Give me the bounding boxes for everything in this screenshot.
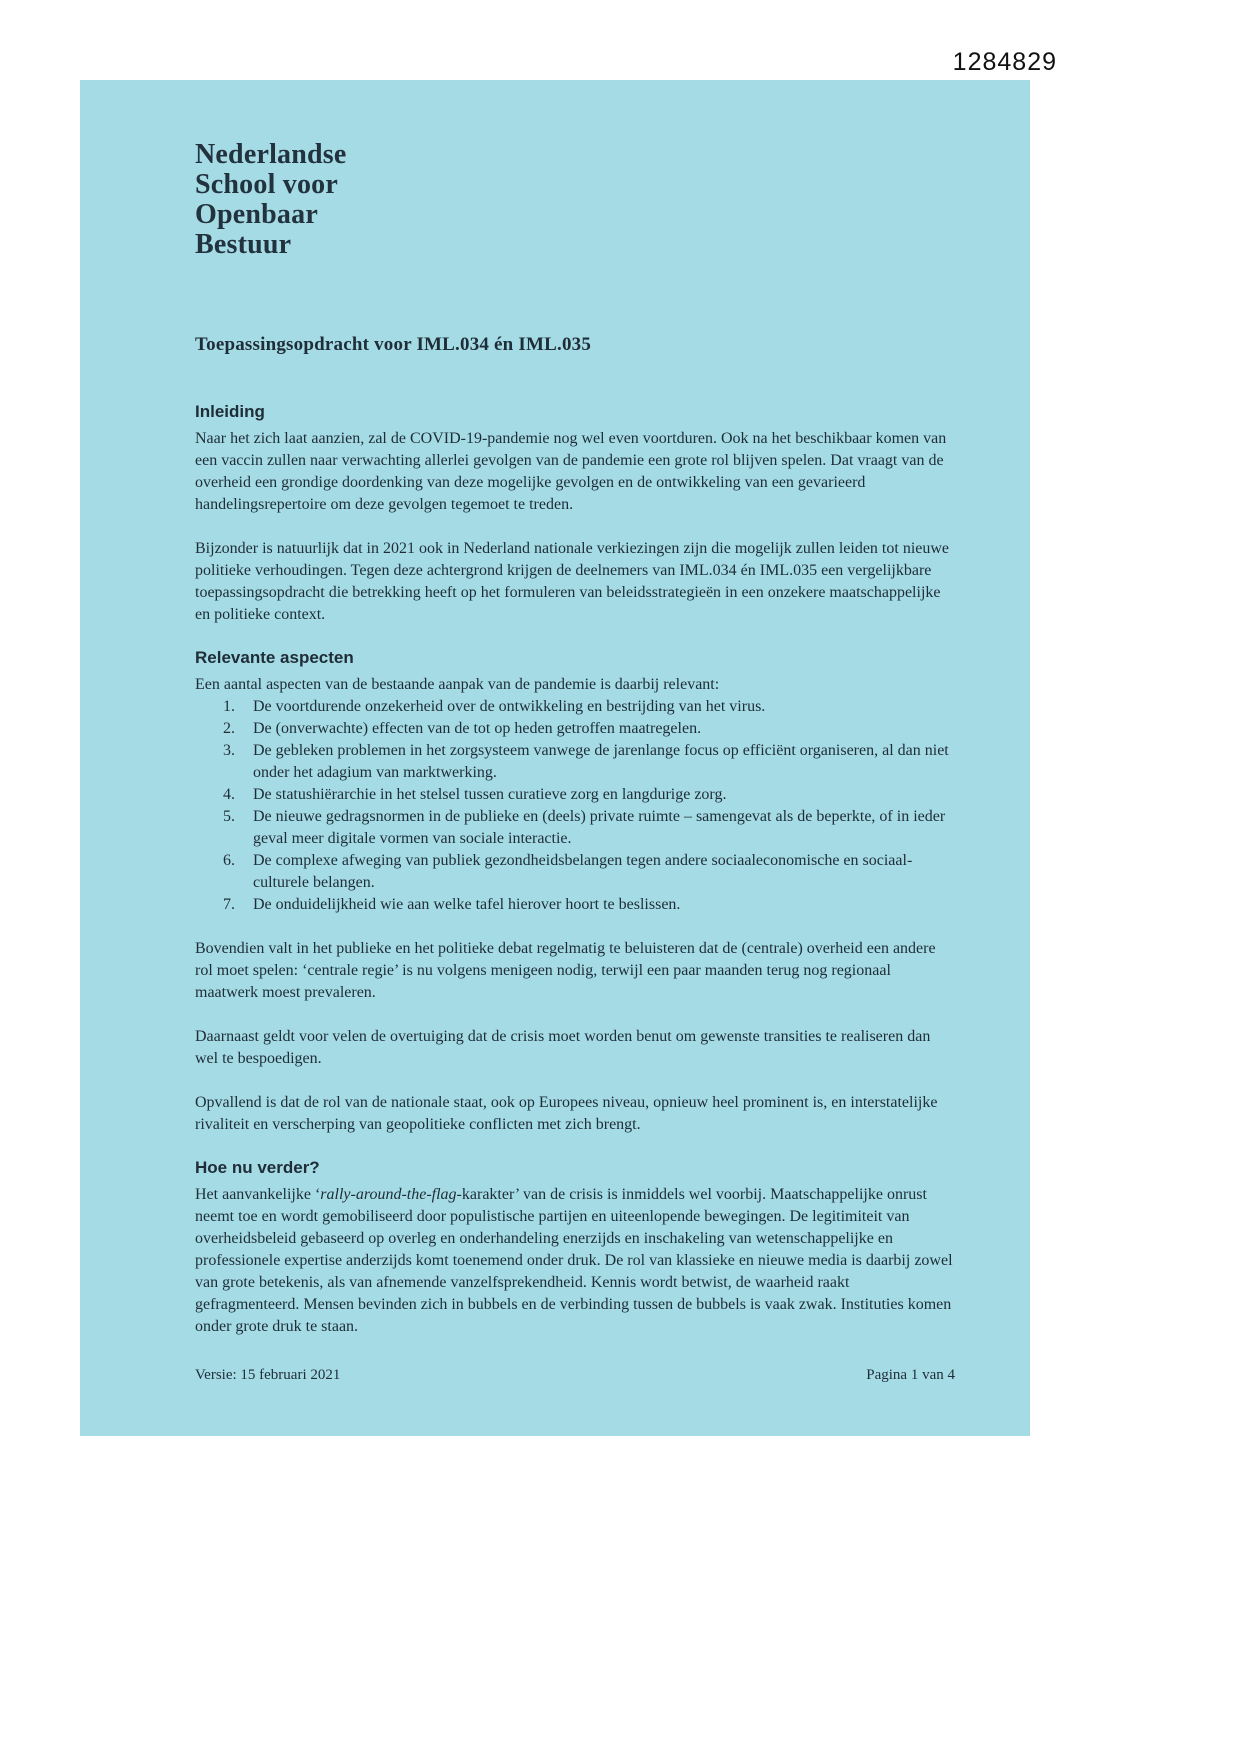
list-item (223, 894, 955, 916)
document-page (80, 80, 1030, 1436)
list-item (223, 806, 955, 850)
document-content (80, 80, 1030, 1338)
section-heading-hoe-nu-verder: Hoe nu verder? (195, 1158, 320, 1177)
list-item (223, 718, 955, 740)
list-item-number: 3. (223, 742, 235, 759)
paragraph-inleiding-2: Bijzonder is natuurlijk dat in 2021 ook in Nederland nationale verkiezingen zijn die mogelijk zullen leiden tot nieuwe politieke verhoudingen. Tegen deze achtergrond krijgen de deelnemers van IML.034 én IML.035 een vergelijkbare toepassingsopdracht die betrekking heeft op het formuleren van beleidsstrategieën in een onzekere maatschappelijke en politieke context. (195, 540, 950, 623)
footer-version: Versie: 15 februari 2021 (195, 1367, 341, 1383)
logo-line: School voor (195, 169, 338, 200)
list-item (223, 784, 955, 806)
logo-line: Openbaar (195, 199, 318, 230)
list-item-text: De voortdurende onzekerheid over de ontwikkeling en bestrijding van het virus. (253, 698, 766, 715)
list-item-number: 5. (223, 808, 235, 825)
logo-line: Nederlandse (195, 139, 347, 170)
list-item-text: De complexe afweging van publiek gezondheidsbelangen tegen andere sociaaleconomische en sociaal-culturele belangen. (253, 852, 913, 891)
paragraph-segment: karakter’ van de crisis is inmiddels wel voorbij. Maatschappelijke onrust neemt toe en wordt gemobiliseerd door populistische partijen en uiteenlopende bewegingen. De legitimiteit van overheidsbeleid gebaseerd op overleg en onderhandeling enerzijds en inschakeling van wetenschappelijke en professionele expertise anderzijds komt toenemend onder druk. De rol van klassieke en nieuwe media is daarbij zowel van grote betekenis, als van afnemende vanzelfsprekendheid. Kennis wordt betwist, de waarheid raakt gefragmenteerd. Mensen bevinden zich in bubbels en de verbinding tussen de bubbels is vaak zwak. Instituties komen onder grote druk te staan. (195, 1186, 953, 1335)
section-heading-relevante-aspecten: Relevante aspecten (195, 648, 354, 667)
list-item-number: 7. (223, 896, 235, 913)
nsob-logo (195, 140, 955, 260)
list-item-text: De (onverwachte) effecten van de tot op heden getroffen maatregelen. (253, 720, 702, 737)
list-item (223, 696, 955, 718)
paragraph-inleiding-1: Naar het zich laat aanzien, zal de COVID-19-pandemie nog wel even voortduren. Ook na het beschikbaar komen van een vaccin zullen naar verwachting allerlei gevolgen van de pandemie een grote rol blijven spelen. Dat vraagt van de overheid een grondige doordenking van deze mogelijke gevolgen en de ontwikkeling van een gevarieerd handelingsrepertoire om deze gevolgen tegemoet te treden. (195, 430, 947, 513)
list-item-text: De onduidelijkheid wie aan welke tafel hierover hoort te beslissen. (253, 896, 681, 913)
list-item-number: 2. (223, 720, 235, 737)
scan-number: 1284829 (952, 48, 1057, 76)
list-item-text: De gebleken problemen in het zorgsysteem vanwege de jarenlange focus op efficiënt organiseren, al dan niet onder het adagium van marktwerking. (253, 742, 949, 781)
paragraph-hoe-nu-verder (195, 1184, 955, 1338)
aspect-list (195, 696, 955, 916)
section-heading-inleiding: Inleiding (195, 402, 265, 421)
logo-line: Bestuur (195, 229, 292, 260)
aspect-list-intro: Een aantal aspecten van de bestaande aanpak van de pandemie is daarbij relevant: (195, 676, 720, 693)
list-item-number: 6. (223, 852, 235, 869)
list-item-number: 4. (223, 786, 235, 803)
paragraph-segment: Het aanvankelijke ‘ (195, 1186, 321, 1203)
paragraph-daarnaast: Daarnaast geldt voor velen de overtuiging dat de crisis moet worden benut om gewenste transities te realiseren dan wel te bespoedigen. (195, 1028, 931, 1067)
list-item-text: De nieuwe gedragsnormen in de publieke en (deels) private ruimte – samengevat als de beperkte, of in ieder geval meer digitale vormen van sociale interactie. (253, 808, 946, 847)
footer (195, 1367, 955, 1384)
footer-page-number: Pagina 1 van 4 (866, 1367, 955, 1383)
list-item-number: 1. (223, 698, 235, 715)
paragraph-bovendien: Bovendien valt in het publieke en het politieke debat regelmatig te beluisteren dat de (centrale) overheid een andere rol moet spelen: ‘centrale regie’ is nu volgens menigeen nodig, terwijl een paar maanden terug nog regionaal maatwerk moest prevaleren. (195, 940, 936, 1001)
list-item (223, 850, 955, 894)
list-item (223, 740, 955, 784)
paragraph-opvallend: Opvallend is dat de rol van de nationale staat, ook op Europees niveau, opnieuw heel prominent is, en interstatelijke rivaliteit en verscherping van geopolitieke conflicten met zich brengt. (195, 1094, 938, 1133)
paragraph-segment-italic: rally-around-the-flag- (320, 1186, 462, 1203)
document-title: Toepassingsopdracht voor IML.034 én IML.035 (195, 334, 592, 355)
list-item-text: De statushiërarchie in het stelsel tussen curatieve zorg en langdurige zorg. (253, 786, 727, 803)
